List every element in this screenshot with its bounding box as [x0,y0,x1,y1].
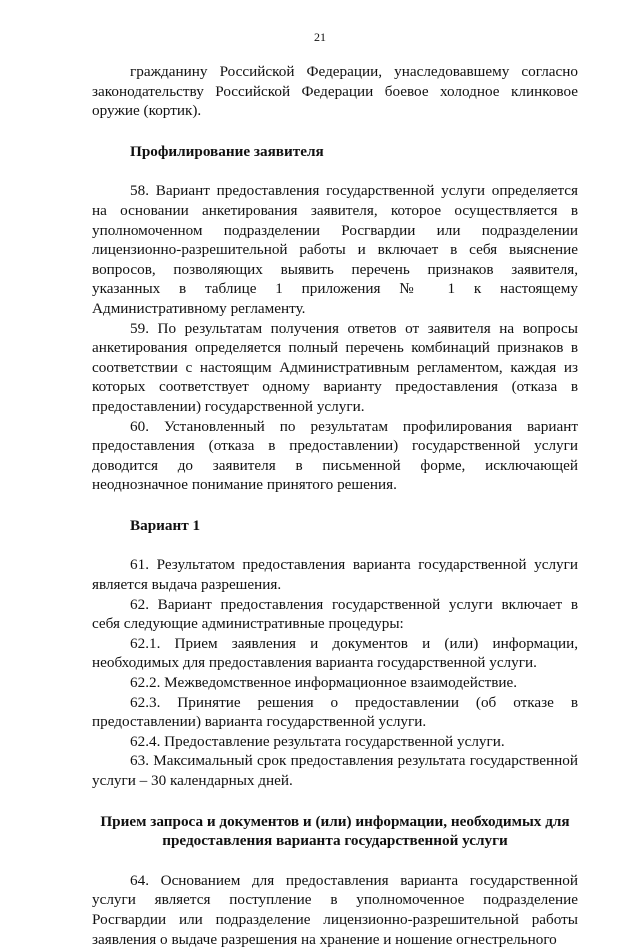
paragraph-62-2: 62.2. Межведомственное информационное взаимодействие. [130,674,518,692]
paragraph-62-4: 62.4. Предоставление результата государственной услуги. [130,732,505,750]
document-body [92,62,578,949]
paragraph-62-3: 62.3. Принятие решения о предоставлении (об отказе в предоставлении) варианта государственной услуги. [92,693,578,731]
paragraph-58: 58. Вариант предоставления государственной услуги определяется на основании анкетирования заявителя, которое осуществляется в уполномоченном подразделении Росгвардии или подразделении лицензионно-разрешительной работы и включает в себя выяснение вопросов, позволяющих выявить перечень признаков заявителя, указанных в таблице 1 приложения № 1 к настоящему Административному регламенту. [92,182,578,317]
paragraph-60: 60. Установленный по результатам профилирования вариант предоставления (отказа в предоставлении) государственной услуги доводится до заявителя в письменной форме, исключающей неоднозначное понимание принятого решения. [92,417,578,494]
heading-variant-1: Вариант 1 [130,516,201,534]
heading-profiling: Профилирование заявителя [130,142,324,160]
paragraph-59: 59. По результатам получения ответов от заявителя на вопросы анкетирования определяется полный перечень комбинаций признаков в соответствии с настоящим Административным регламентом, каждая из которых соответствует одному варианту предоставления (отказа в предоставлении) государственной услуги. [92,319,578,415]
paragraph-62: 62. Вариант предоставления государственной услуги включает в себя следующие административные процедуры: [92,595,578,633]
paragraph-63: 63. Максимальный срок предоставления результата государственной услуги – 30 календарных дней. [92,752,578,789]
paragraph-62-1: 62.1. Прием заявления и документов и (или) информации, необходимых для предоставления варианта государственной услуги. [92,634,578,672]
page-number: 21 [314,30,326,44]
heading-reception: Прием запроса и документов и (или) информации, необходимых для предоставления варианта государственной услуги [100,812,570,850]
paragraph-64: 64. Основанием для предоставления варианта государственной услуги является поступление в уполномоченное подразделение Росгвардии или подразделение лицензионно-разрешительной работы заявления о выдаче разрешения на хранение и ношение огнестрельного [92,871,578,948]
paragraph-intro: гражданину Российской Федерации, унаследовавшему согласно законодательству Российской Федерации боевое холодное клинковое оружие (кортик). [92,63,578,120]
paragraph-61: 61. Результатом предоставления варианта государственной услуги является выдача разрешения. [92,556,578,594]
